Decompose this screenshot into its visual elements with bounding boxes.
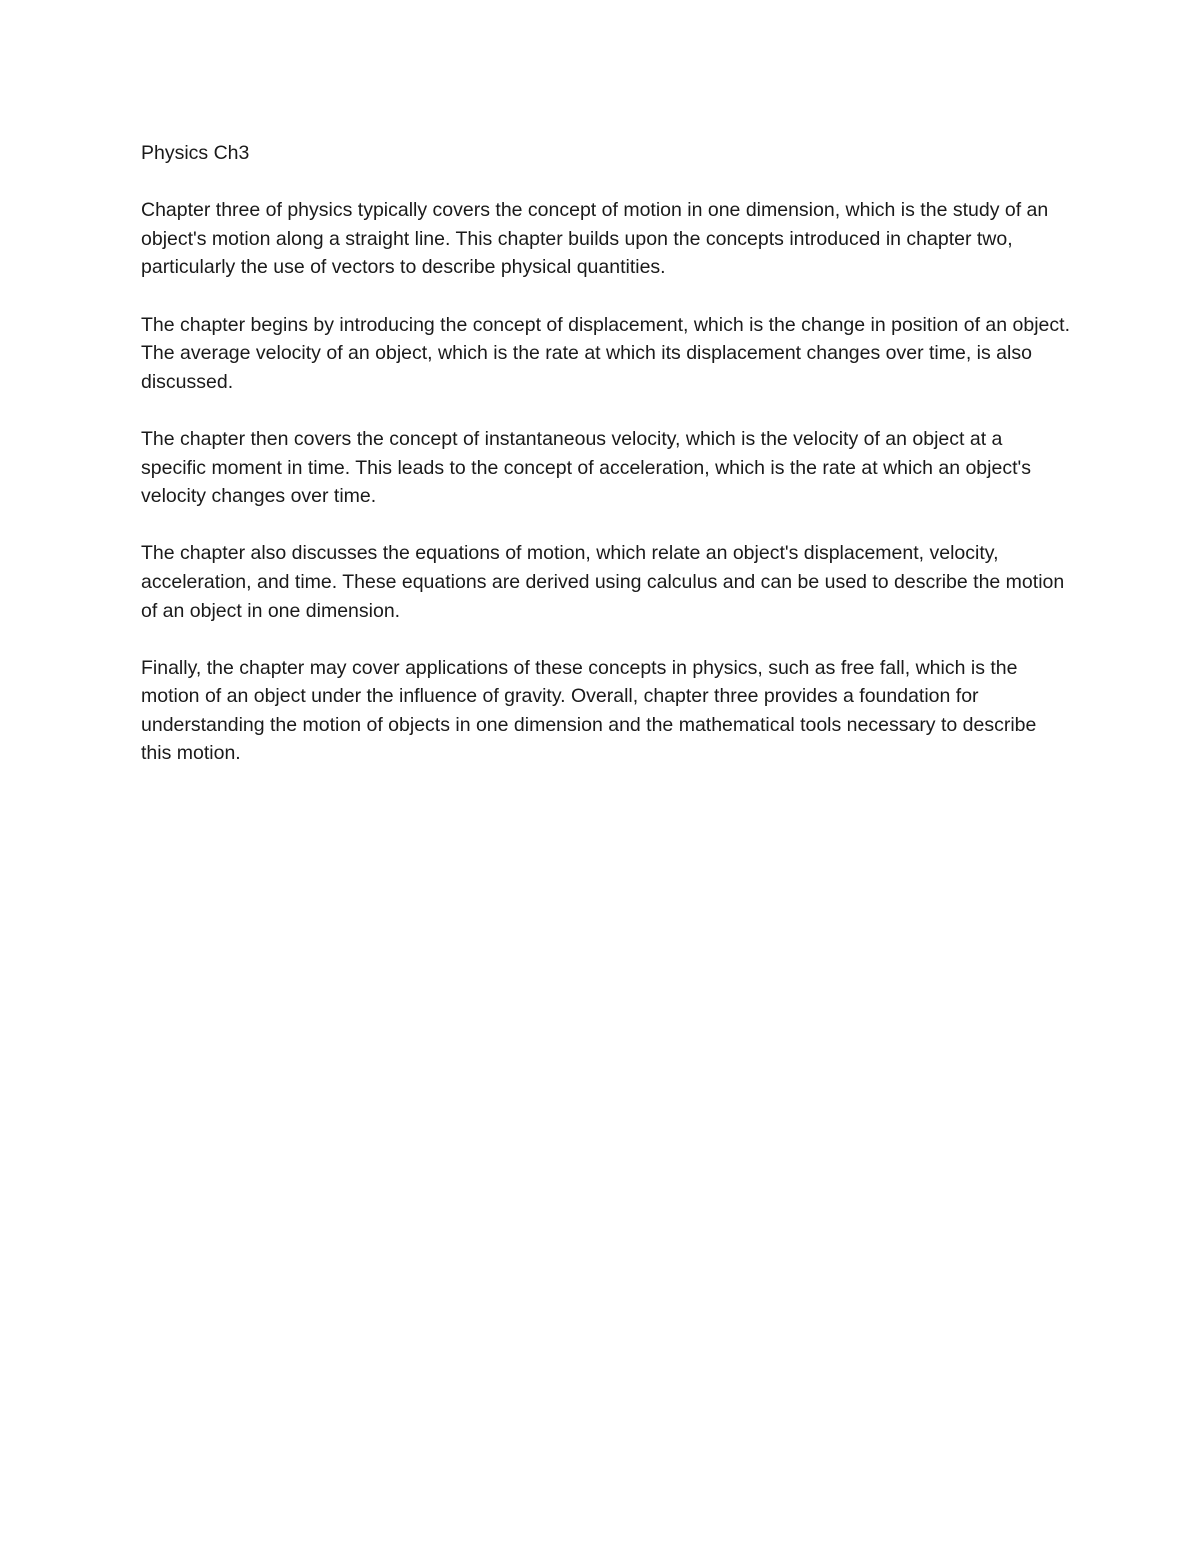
paragraph-3: The chapter then covers the concept of instantaneous velocity, which is the velocity of an object at a specific moment in time. This leads to the concept of acceleration, which is the rate at which an object's velocity changes over time. <box>141 427 1031 508</box>
paragraph-1: Chapter three of physics typically covers the concept of motion in one dimension, which is the study of an object's motion along a straight line. This chapter builds upon the concepts introduced in chapter two, particularly the use of vectors to describe physical quantities. <box>141 199 1049 279</box>
paragraph-2: The chapter begins by introducing the concept of displacement, which is the change in position of an object. The average velocity of an object, which is the rate at which its displacement changes over time, is also discussed. <box>141 313 1070 393</box>
paragraph-5: Finally, the chapter may cover applications of these concepts in physics, such as free fall, which is the motion of an object under the influence of gravity. Overall, chapter three provides a foundation for understanding the motion of objects in one dimension and the mathematical tools necessary to describe this motion. <box>141 656 1037 765</box>
paragraph-4: The chapter also discusses the equations of motion, which relate an object's displacement, velocity, acceleration, and time. These equations are derived using calculus and can be used to describe the motion of an object in one dimension. <box>141 542 1065 622</box>
document-title: Physics Ch3 <box>141 142 250 164</box>
document-body <box>141 139 1071 768</box>
